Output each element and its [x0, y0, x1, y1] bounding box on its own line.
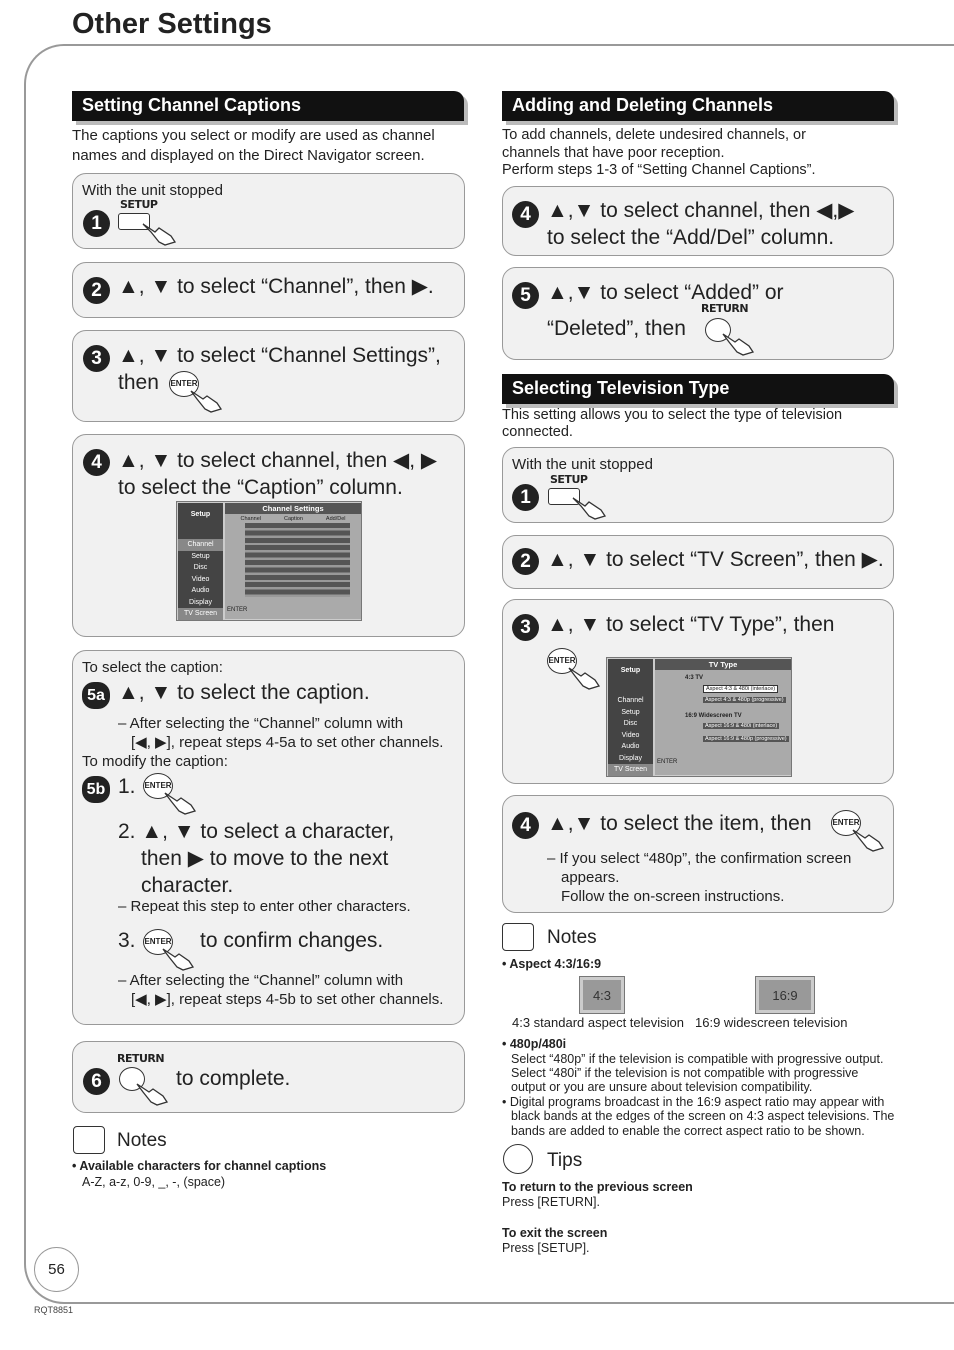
panel-title: Channel Settings: [225, 503, 361, 514]
substep-2: then ▶ to move to the next: [141, 847, 389, 870]
step-3-box: [72, 330, 465, 422]
enter-hint: ENTER: [657, 759, 678, 765]
pointing-hand-icon: [189, 387, 225, 415]
step-instruction: ▲, ▼ to select “Channel Settings”,: [118, 344, 441, 367]
menu-item-display: Display: [619, 754, 642, 762]
section-heading-add-delete: Adding and Deleting Channels: [502, 91, 894, 121]
col-header-caption: Caption: [283, 516, 303, 522]
step-instruction: ▲,▼ to select the item, then: [547, 812, 812, 835]
step-note: – After selecting the “Channel” column with: [118, 715, 404, 732]
tv-step-3-box: [502, 599, 894, 784]
section-intro: Perform steps 1-3 of “Setting Channel Captions”.: [502, 162, 816, 178]
step-instruction: ▲, ▼ to select “Channel”, then ▶.: [118, 275, 434, 298]
notes-text: bands are added to enable the correct aspect ratio to be shown.: [511, 1124, 865, 1138]
return-key-label: RETURN: [701, 302, 749, 315]
step-precondition: With the unit stopped: [82, 182, 223, 199]
notes-bullet: • Available characters for channel captions: [72, 1159, 327, 1173]
step-number: 6: [83, 1068, 110, 1095]
channel-list-rows: [245, 523, 350, 597]
enter-key-icon: ENTER: [143, 929, 173, 955]
step-instruction: ▲, ▼ to select channel, then ◀, ▶: [118, 449, 438, 472]
tip-heading-exit: To exit the screen: [502, 1226, 608, 1240]
menu-item-setup: Setup: [191, 552, 210, 560]
pointing-hand-icon: [567, 664, 603, 692]
step-instruction: then: [118, 371, 159, 394]
step-instruction: to complete.: [176, 1067, 291, 1090]
notes-heading: Notes: [117, 1130, 167, 1151]
step-note: [◀, ▶], repeat steps 4-5b to set other channels.: [131, 991, 444, 1008]
option-group-16-9: 16:9 Widescreen TV: [685, 713, 742, 719]
tip-heading-return: To return to the previous screen: [502, 1180, 693, 1194]
option-aspect-16-9-480i: Aspect 16:9 & 480i (interlace): [705, 723, 778, 729]
setup-menu-sidebar: [178, 503, 223, 619]
step-number: 3: [83, 345, 110, 372]
pointing-hand-icon: [163, 789, 199, 817]
channel-settings-screen: [176, 501, 362, 621]
step-instruction: “Deleted”, then: [547, 317, 686, 340]
enter-key-icon: ENTER: [831, 810, 861, 836]
menu-item-disc: Disc: [623, 720, 638, 727]
lightbulb-icon: [503, 1144, 533, 1174]
notes-bullet-480p: • 480p/480i: [502, 1037, 567, 1051]
setup-key-label: SETUP: [550, 473, 588, 486]
step-instruction: to select the “Caption” column.: [118, 476, 403, 499]
step-instruction: ▲, ▼ to select “TV Screen”, then ▶.: [547, 548, 884, 571]
notes-heading: Notes: [547, 927, 597, 948]
enter-key-icon: ENTER: [169, 371, 199, 397]
step-number: 2: [83, 277, 110, 304]
step-number: 4: [512, 812, 539, 839]
menu-item-audio: Audio: [621, 743, 640, 750]
step-number: 1: [512, 484, 539, 511]
section-intro: connected.: [502, 424, 573, 440]
menu-item-tv-screen: TV Screen: [178, 608, 223, 620]
step-note: – If you select “480p”, the confirmation screen: [547, 850, 852, 867]
tip-text-return: Press [RETURN].: [502, 1195, 600, 1209]
menu-item-setup: Setup: [621, 708, 640, 716]
tv-type-panel: [655, 659, 791, 775]
step-number-5b: 5b: [82, 776, 110, 803]
pointing-hand-icon: [161, 945, 197, 971]
menu-item-tv-screen: TV Screen: [608, 764, 653, 776]
menu-item-display: Display: [189, 598, 212, 606]
step-number: 3: [512, 614, 539, 641]
notes-icon: [502, 923, 534, 951]
page-number: 56: [34, 1247, 79, 1292]
tv-type-screen: [606, 657, 792, 777]
section-intro: To add channels, delete undesired channels, or: [502, 127, 806, 143]
caption-modify-label: To modify the caption:: [82, 753, 228, 770]
step-note: – After selecting the “Channel” column with: [118, 972, 404, 989]
add-del-step-4-box: [502, 186, 894, 256]
substep-3-text: to confirm changes.: [200, 929, 384, 952]
step-instruction: to select the “Add/Del” column.: [547, 226, 835, 249]
notes-bullet-aspect: • Aspect 4:3/16:9: [502, 957, 602, 971]
step-number-5a: 5a: [82, 682, 110, 709]
step-instruction: ▲,▼ to select “Added” or: [547, 281, 784, 304]
tv-4-3-image: 4:3: [580, 977, 624, 1013]
step-5-box: [72, 650, 465, 1025]
caption-16-9: 16:9 widescreen television: [695, 1015, 848, 1030]
tv-step-2-box: [502, 535, 894, 589]
caption-select-label: To select the caption:: [82, 659, 223, 676]
substep-3: 3.: [118, 929, 136, 952]
menu-item-video: Video: [191, 575, 210, 583]
menu-title: Setup: [190, 511, 211, 518]
step-number: 4: [512, 201, 539, 228]
step-number: 1: [83, 210, 110, 237]
step-instruction: ▲, ▼ to select “TV Type”, then: [547, 613, 835, 636]
pointing-hand-icon: [135, 1080, 171, 1108]
substep-1: 1.: [118, 775, 136, 798]
step-6-box: [72, 1041, 465, 1113]
return-key-label: RETURN: [117, 1052, 165, 1065]
add-del-step-5-box: [502, 267, 894, 360]
notes-icon: [73, 1126, 105, 1154]
tv-16-9-image: 16:9: [756, 977, 814, 1013]
col-header-add-del: Add/Del: [325, 516, 346, 522]
section-heading-tv-type: Selecting Television Type: [502, 374, 894, 404]
substep-2: character.: [141, 874, 234, 897]
option-aspect-4-3-480p: Aspect 4:3 & 480p (progressive): [705, 697, 784, 703]
section-intro: channels that have poor reception.: [502, 145, 725, 161]
channel-settings-panel: [225, 503, 361, 619]
step-4-box: [72, 434, 465, 637]
page-title: Other Settings: [72, 8, 272, 40]
enter-key-icon: ENTER: [547, 648, 577, 674]
notes-text: output or you are unsure about television compatibility.: [511, 1080, 813, 1094]
notes-text: black bands at the edges of the screen on 4:3 aspect televisions. The: [511, 1109, 895, 1123]
panel-title: TV Type: [655, 659, 791, 670]
section-heading-channel-captions: Setting Channel Captions: [72, 91, 464, 121]
section-intro: This setting allows you to select the type of television: [502, 407, 843, 423]
tv-step-1-box: [502, 447, 894, 523]
pointing-hand-icon: [851, 826, 887, 854]
option-aspect-16-9-480p: Aspect 16:9 & 480p (progressive): [705, 736, 787, 742]
tip-text-exit: Press [SETUP].: [502, 1241, 590, 1255]
option-group-4-3: 4:3 TV: [685, 675, 704, 681]
menu-title: Setup: [620, 667, 641, 674]
step-note: [◀, ▶], repeat steps 4-5a to set other channels.: [131, 734, 444, 751]
notes-text: Select “480p” if the television is compatible with progressive output.: [511, 1052, 884, 1066]
step-note: appears.: [561, 869, 620, 886]
menu-item-disc: Disc: [193, 564, 208, 571]
notes-bullet-digital: • Digital programs broadcast in the 16:9 aspect ratio may appear with: [502, 1095, 885, 1109]
setup-key-label: SETUP: [120, 198, 158, 211]
tv-step-4-box: [502, 795, 894, 913]
notes-text: Select “480i” if the television is not compatible with progressive: [511, 1066, 859, 1080]
step-instruction: ▲, ▼ to select the caption.: [118, 681, 370, 704]
step-note: Follow the on-screen instructions.: [561, 888, 785, 905]
enter-key-icon: ENTER: [143, 773, 173, 799]
menu-item-video: Video: [621, 731, 640, 739]
enter-hint: ENTER: [227, 607, 248, 613]
step-number: 4: [83, 449, 110, 476]
menu-item-audio: Audio: [191, 587, 210, 594]
step-number: 5: [512, 282, 539, 309]
pointing-hand-icon: [571, 492, 611, 520]
step-precondition: With the unit stopped: [512, 456, 653, 473]
section-intro: The captions you select or modify are used as channel names and displayed on the Direct Navigator screen.: [72, 127, 435, 164]
pointing-hand-icon: [141, 218, 181, 246]
option-aspect-4-3-480i: Aspect 4:3 & 480i (interlace): [703, 685, 778, 693]
step-note: – Repeat this step to enter other characters.: [118, 898, 411, 915]
col-header-channel: Channel: [240, 516, 261, 522]
menu-item-channel: Channel: [178, 539, 223, 551]
substep-2: 2. ▲, ▼ to select a character,: [118, 820, 395, 843]
menu-item-channel: Channel: [617, 697, 644, 704]
step-1-box: [72, 173, 465, 249]
setup-menu-sidebar: [608, 659, 653, 775]
pointing-hand-icon: [721, 330, 757, 358]
step-instruction: ▲,▼ to select channel, then ◀,▶: [547, 199, 855, 222]
tips-heading: Tips: [547, 1150, 583, 1171]
step-number: 2: [512, 548, 539, 575]
document-code: RQT8851: [34, 1305, 74, 1315]
step-2-box: [72, 262, 465, 318]
notes-text: A-Z, a-z, 0-9, _, -, (space): [82, 1175, 226, 1189]
caption-4-3: 4:3 standard aspect television: [512, 1015, 684, 1030]
